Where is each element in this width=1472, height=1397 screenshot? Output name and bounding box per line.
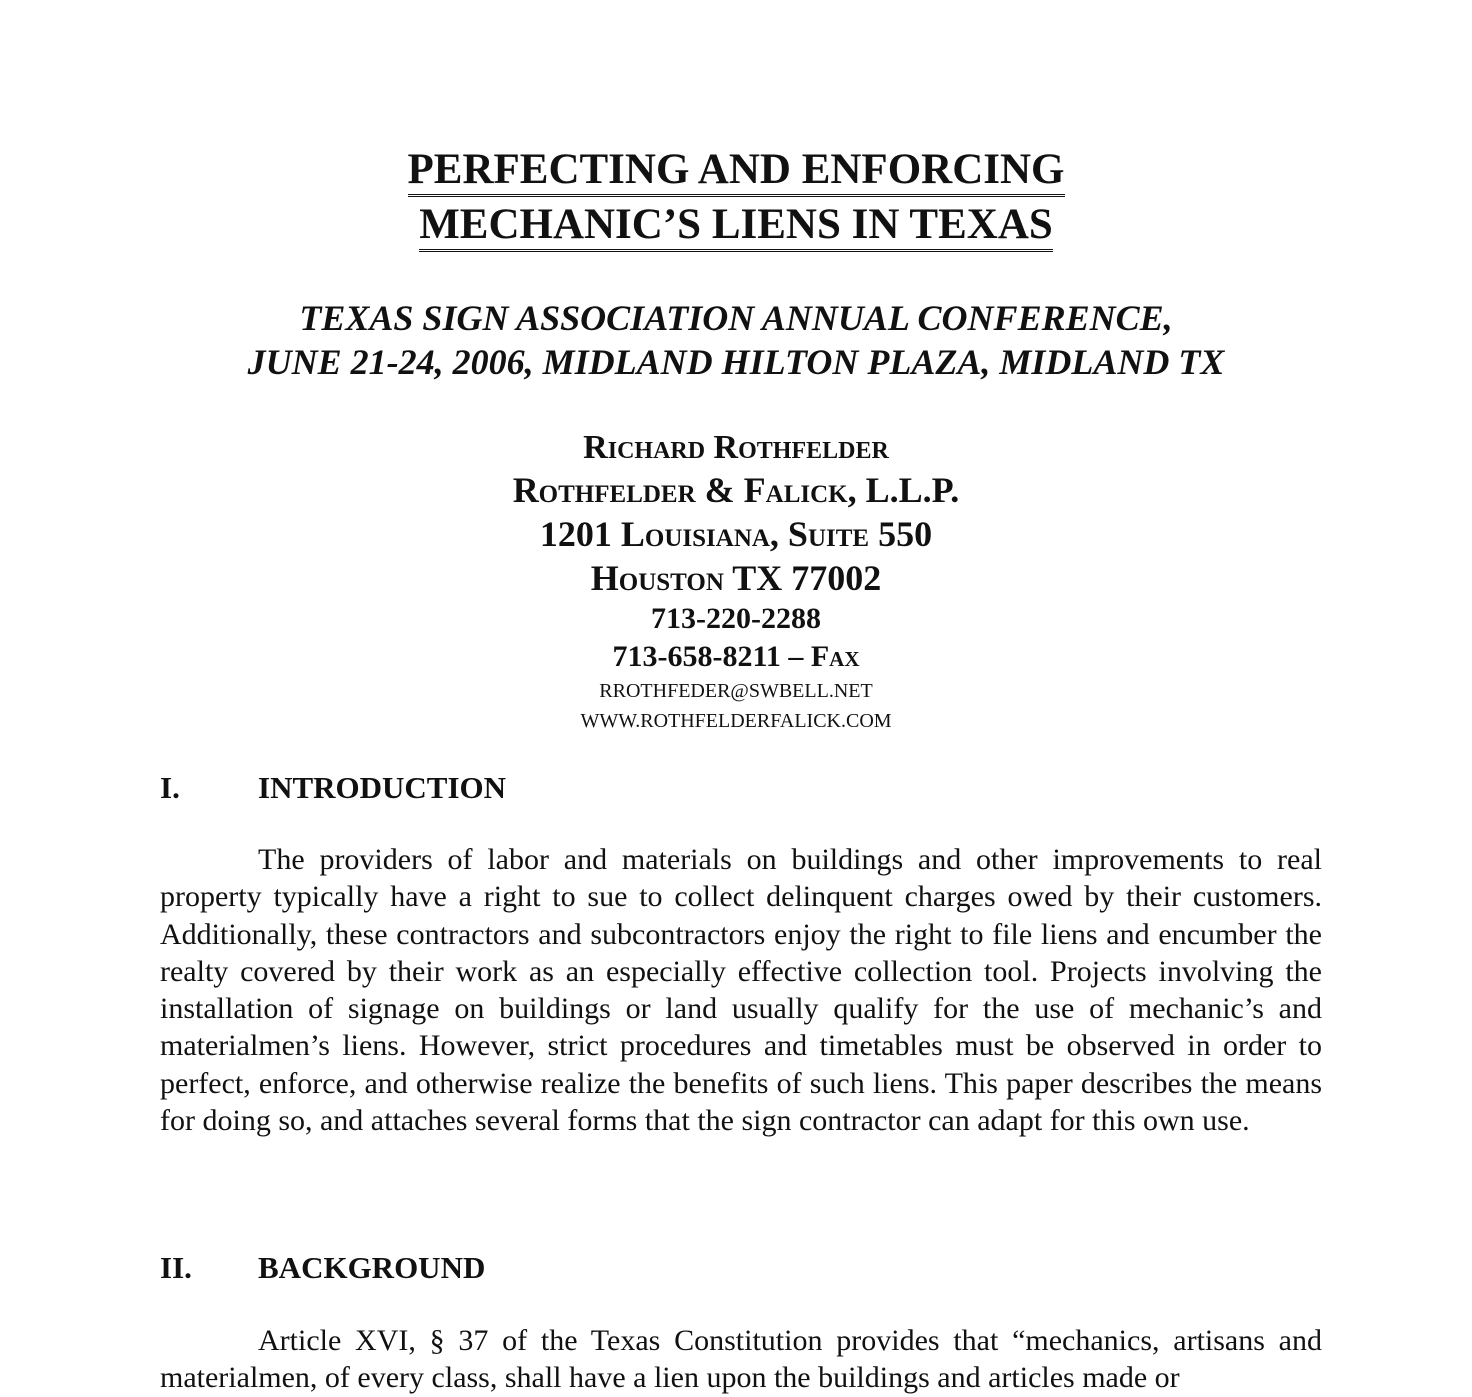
- conference-subtitle: [0, 296, 1472, 384]
- author-fax: 713-658-8211 – Fax: [612, 640, 860, 673]
- document-title: [0, 148, 1472, 258]
- background-paragraph: Article XVI, § 37 of the Texas Constitution provides that “mechanics, artisans and materialmen, of every class, shall have a lien upon the buildings and articles made or: [160, 1324, 1322, 1395]
- author-street: 1201 Louisiana, Suite 550: [539, 514, 933, 554]
- author-phone: 713-220-2288: [651, 602, 821, 635]
- section-number: II.: [160, 1250, 192, 1285]
- section-title: INTRODUCTION: [258, 770, 507, 805]
- section-number: I.: [160, 770, 180, 805]
- introduction-paragraph: The providers of labor and materials on buildings and other improvements to real property typically have a right to sue to collect delinquent charges owed by their customers. Additionally, these contractors and subcontractors enjoy the right to file liens and encumber the realty covered by their work as an especially effective collection tool. Projects involving the installation of signage on buildings or land usually qualify for the use of mechanic’s and materialmen’s liens. However, strict procedures and timetables must be observed in order to perfect, enforce, and otherwise realize the benefits of such liens. This paper describes the means for doing so, and attaches several forms that the sign contractor can adapt for this own use.: [160, 843, 1322, 1138]
- subtitle-line-1: TEXAS SIGN ASSOCIATION ANNUAL CONFERENCE,: [299, 298, 1173, 338]
- author-block: [0, 428, 1472, 736]
- author-website: WWW.ROTHFELDERFALICK.COM: [580, 710, 892, 732]
- author-firm: Rothfelder & Falick, L.L.P.: [512, 470, 960, 510]
- title-line-1: PERFECTING AND ENFORCING: [408, 148, 1065, 197]
- author-city: Houston TX 77002: [590, 558, 882, 598]
- subtitle-line-2: JUNE 21-24, 2006, MIDLAND HILTON PLAZA, MIDLAND TX: [247, 342, 1225, 382]
- author-name: Richard Rothfelder: [583, 429, 889, 466]
- section-title: BACKGROUND: [258, 1250, 486, 1285]
- author-email: RROTHFEDER@SWBELL.NET: [599, 680, 873, 702]
- section-heading-background: [160, 1250, 485, 1286]
- section-heading-introduction: [160, 770, 506, 806]
- title-line-2: MECHANIC’S LIENS IN TEXAS: [419, 203, 1053, 252]
